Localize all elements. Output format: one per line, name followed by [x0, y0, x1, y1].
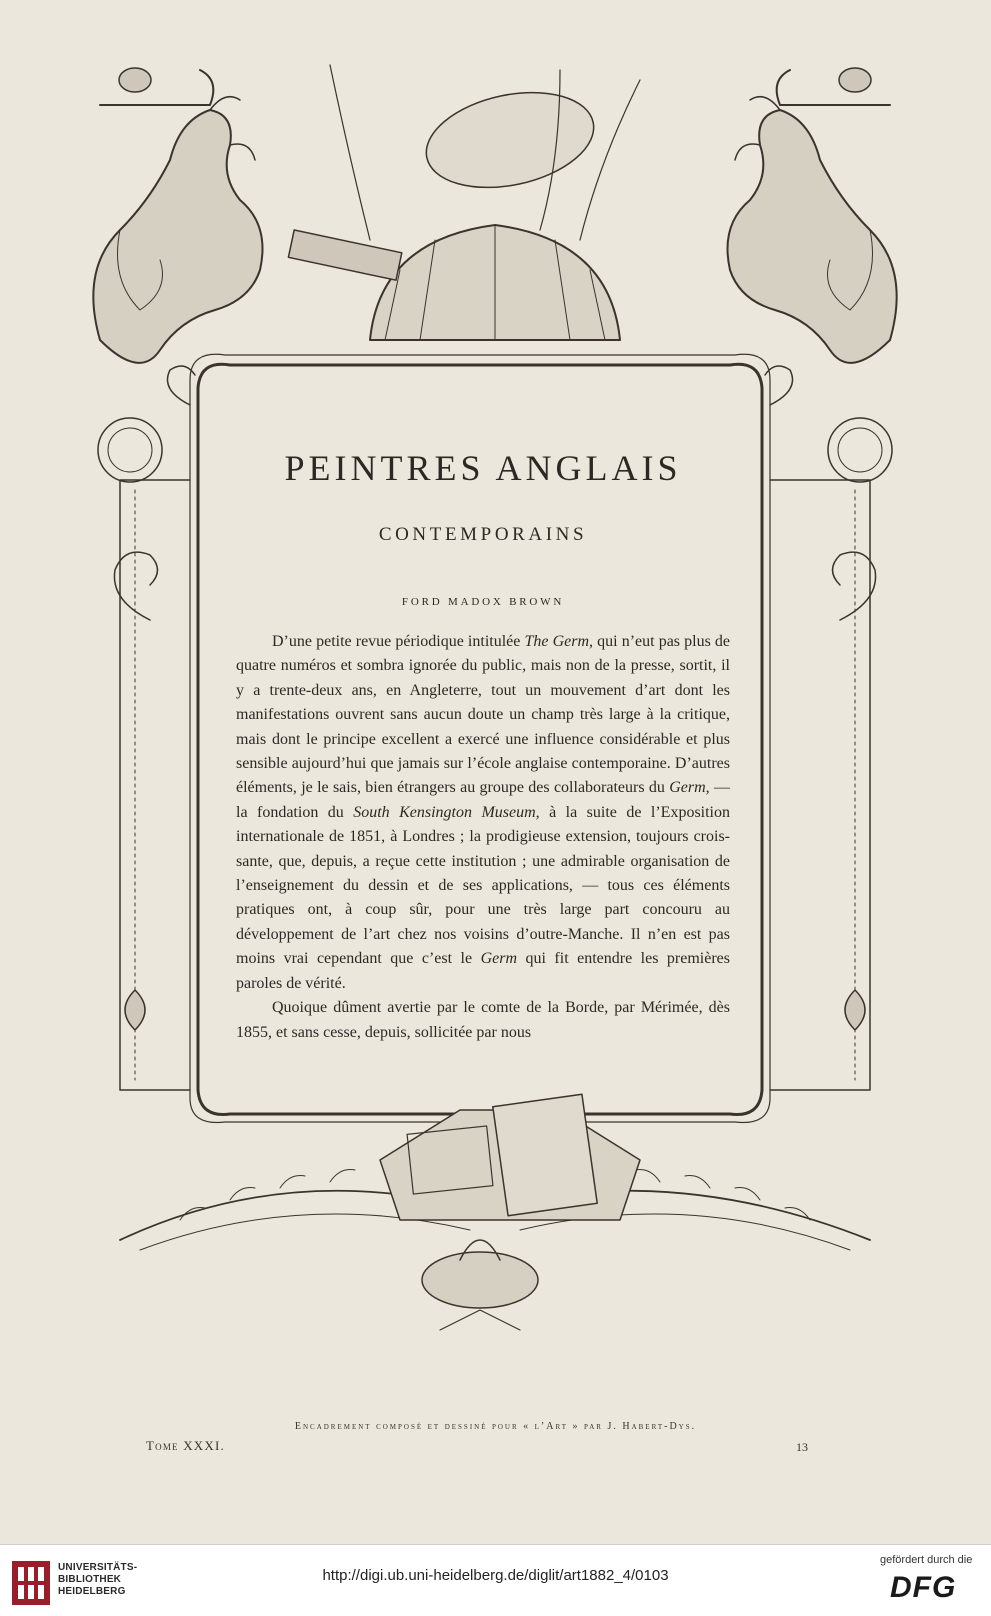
article-text — [236, 450, 730, 1045]
italic-run: Germ, — [669, 779, 710, 797]
italic-run: Germ — [480, 950, 518, 968]
text-run: D’une petite revue périodique intitulée — [272, 633, 525, 650]
text-run: à la suite de l’Exposition internationale de 1851, à Londres ; la prodigieuse extension, toujours croissante, que, depuis, a reçue cette institution ; une admirable organisation de l’enseignement du dessin et de ses applications, — tous ces éléments pratiques ont, à coup sûr, pour une très large part concouru au développement de l’art chez nos voisins d’outre-Manche. Il n’en est pas moins vrai cependant que c’est le — [236, 803, 731, 968]
italic-run: South Kensington Museum, — [353, 803, 540, 821]
funded-by-label: gefördert durch die — [880, 1554, 973, 1566]
dfg-logo: DFG — [890, 1571, 957, 1604]
volume-label: Tome XXXI. — [146, 1438, 225, 1453]
library-footer — [0, 1544, 991, 1616]
paragraph — [236, 630, 730, 996]
italic-run: The Germ, — [524, 633, 594, 650]
text-run: Quoique dûment avertie par le comte de la Borde, par Mérimée, dès 1855, et sans cesse, depuis, sollicitée par nous — [236, 999, 730, 1041]
paragraph — [236, 996, 730, 1045]
text-run: qui fit entendre les premières paroles de vérité. — [236, 950, 731, 992]
text-run: qui n’eut pas plus de quatre numéros et sombra ignorée du public, mais non de la presse, sortit, il y a trente-deux ans, en Angleterre, tout un mouvement d’art dont les manifestations ouvrent sans aucun doute un champ très large à la critique, mais dont le principe excellent a exercé une influence considérable et plus sensible aujourd’hui que jamais sur l’école anglaise contemporaine. D’autres éléments, je le sais, bien étrangers au groupe des collaborateurs du — [236, 633, 731, 797]
page-number: 13 — [796, 1440, 808, 1454]
text-run: — la fondation du — [236, 779, 730, 821]
frame-caption: Encadrement composé et dessiné pour « l’Art » par J. Habert-Dys. — [294, 1421, 697, 1432]
page-subtitle: CONTEMPORAINS — [378, 524, 588, 545]
institution-name: UNIVERSITÄTS- BIBLIOTHEK HEIDELBERG — [58, 1562, 138, 1597]
page-title: PEINTRES ANGLAIS — [284, 448, 682, 488]
source-url[interactable]: http://digi.ub.uni-heidelberg.de/diglit/art1882_4/0103 — [322, 1567, 669, 1584]
author-heading: FORD MADOX BROWN — [401, 596, 565, 608]
